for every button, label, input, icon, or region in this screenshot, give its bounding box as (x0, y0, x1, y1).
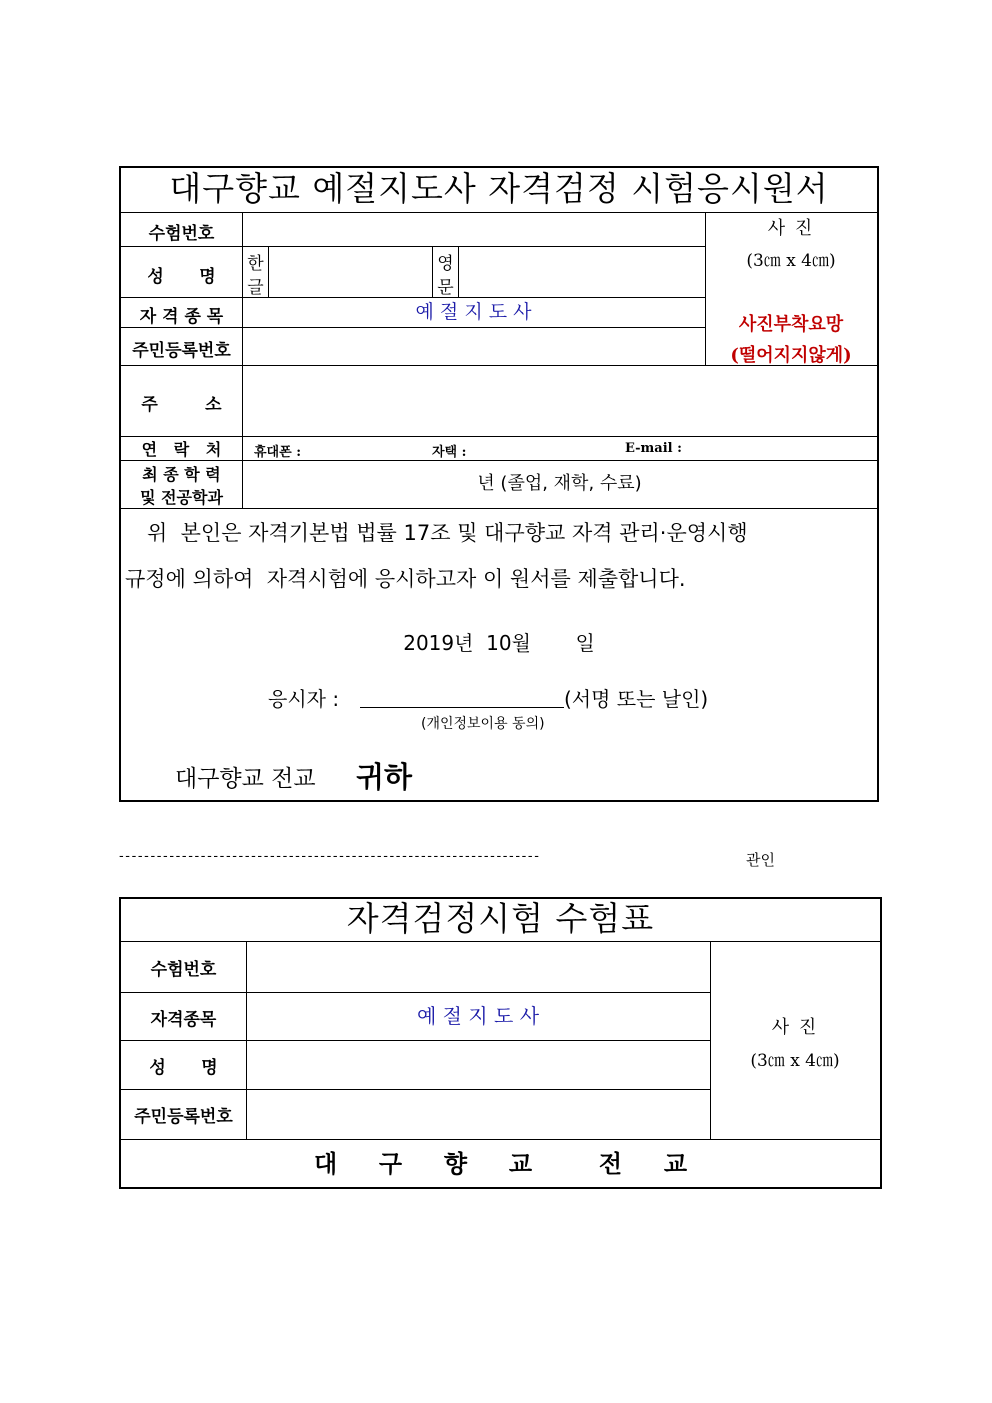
ticket-label-qualification: 자격종목 (150, 1010, 217, 1030)
email-label: E-mail : (625, 441, 682, 456)
statement-line-2: 규정에 의하여 자격시험에 응시하고자 이 원서를 제출합니다. (125, 567, 686, 591)
honorific: 귀하 (356, 760, 413, 794)
recipient: 대구향교 전교 (175, 766, 316, 792)
ticket-resident-number-field[interactable] (247, 1090, 709, 1138)
address-field[interactable] (243, 366, 876, 435)
name-english-label-1: 영 (437, 254, 454, 274)
name-korean-label-1: 한 (247, 254, 264, 274)
ticket-footer: 대 구 향 교 전 교 (313, 1149, 688, 1178)
signature-line[interactable] (360, 707, 564, 708)
label-address: 주 소 (141, 395, 222, 415)
ticket-label-resident-number: 주민등록번호 (134, 1107, 233, 1127)
form-title: 대구향교 예절지도사 자격검정 시험응시원서 (169, 169, 829, 208)
name-korean-field[interactable] (269, 247, 431, 296)
photo-notice-2: (떨어지지않게) (730, 345, 852, 366)
qualification-value: 예 절 지 도 사 (415, 301, 532, 323)
label-resident-number: 주민등록번호 (132, 341, 231, 361)
applicant-label: 응시자 : (268, 687, 340, 711)
ticket-label-name: 성 명 (149, 1058, 218, 1078)
label-education-1: 최 종 학 력 (142, 465, 221, 484)
seal-label: 관인 (746, 851, 775, 869)
cut-line: ------------------------------------------------------------------- (119, 849, 541, 864)
photo-notice-1: 사진부착요망 (738, 314, 844, 335)
statement-line-1: 위 본인은 자격기본법 법률 17조 및 대구향교 자격 관리·운영시행 (147, 521, 748, 545)
ticket-title: 자격검정시험 수험표 (346, 899, 655, 938)
label-qualification: 자 격 종 목 (139, 307, 224, 327)
name-korean-label-2: 글 (247, 278, 264, 298)
home-phone-label: 자택 : (432, 445, 467, 460)
label-exam-number: 수험번호 (148, 224, 215, 244)
ticket-photo-label: 사 진 (771, 1017, 819, 1038)
ticket-name-field[interactable] (247, 1041, 709, 1088)
ticket-exam-number-field[interactable] (247, 942, 709, 991)
exam-number-field[interactable] (243, 213, 704, 245)
label-contact: 연 락 처 (141, 440, 222, 459)
photo-size: (3㎝ x 4㎝) (746, 251, 836, 271)
ticket-qualification-value: 예 절 지 도 사 (416, 1004, 540, 1028)
sign-note: (서명 또는 날인) (564, 687, 709, 711)
name-english-label-2: 문 (437, 278, 454, 298)
label-name: 성 명 (147, 267, 216, 287)
date-line: 2019년 10월 일 (403, 631, 595, 655)
mobile-label: 휴대폰 : (254, 445, 301, 460)
label-education-2: 및 전공학과 (140, 488, 223, 507)
education-value: 년 (졸업, 재학, 수료) (477, 473, 642, 494)
privacy-note: (개인정보이용 동의) (421, 716, 545, 732)
ticket-label-exam-number: 수험번호 (150, 960, 217, 980)
resident-number-field[interactable] (243, 328, 704, 364)
ticket-photo-size: (3㎝ x 4㎝) (750, 1051, 840, 1071)
name-english-field[interactable] (459, 247, 704, 296)
photo-label: 사 진 (767, 218, 815, 239)
